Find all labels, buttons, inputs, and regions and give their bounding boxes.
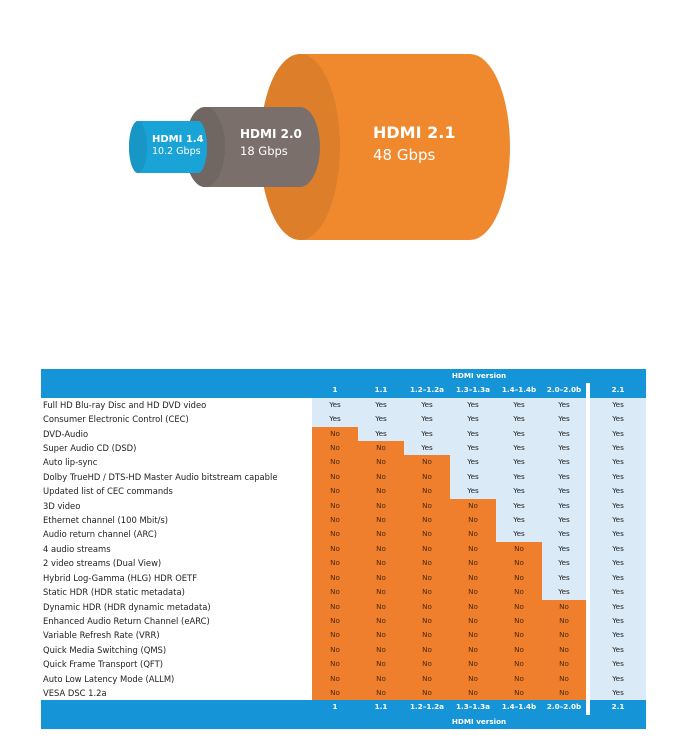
table-row bbox=[41, 470, 646, 484]
cell-no: No bbox=[496, 672, 542, 686]
cell-yes: Yes bbox=[542, 398, 588, 412]
cell-no: No bbox=[358, 470, 404, 484]
feature-name: Ethernet channel (100 Mbit/s) bbox=[43, 515, 169, 526]
table-row bbox=[41, 571, 646, 585]
cell-no: No bbox=[358, 556, 404, 570]
cell-yes: Yes bbox=[542, 470, 588, 484]
header-version-6: 2.1 bbox=[588, 383, 646, 397]
table-row bbox=[41, 556, 646, 570]
cell-no: No bbox=[542, 657, 588, 671]
footer-version-2: 1.2–1.2a bbox=[404, 700, 450, 714]
cell-yes: Yes bbox=[404, 412, 450, 426]
cell-no: No bbox=[450, 542, 496, 556]
cell-yes: Yes bbox=[496, 412, 542, 426]
cell-no: No bbox=[404, 499, 450, 513]
feature-name: 3D video bbox=[43, 500, 81, 511]
cell-no: No bbox=[496, 614, 542, 628]
footer-version-row bbox=[41, 700, 646, 714]
cell-no: No bbox=[542, 628, 588, 642]
cell-no: No bbox=[404, 571, 450, 585]
feature-name: Enhanced Audio Return Channel (eARC) bbox=[43, 615, 210, 626]
table-row bbox=[41, 643, 646, 657]
header-version-4: 1.4–1.4b bbox=[496, 383, 542, 397]
cell-yes: Yes bbox=[450, 398, 496, 412]
table-row bbox=[41, 542, 646, 556]
feature-name: Dolby TrueHD / DTS-HD Master Audio bitstream capable bbox=[43, 471, 278, 482]
cell-no: No bbox=[404, 628, 450, 642]
cell-no: No bbox=[542, 600, 588, 614]
table-row bbox=[41, 455, 646, 469]
feature-name: DVD-Audio bbox=[43, 428, 89, 439]
cell-no: No bbox=[404, 484, 450, 498]
cell-yes: Yes bbox=[588, 484, 646, 498]
footer-version-5: 2.0–2.0b bbox=[542, 700, 588, 714]
footer-version-6: 2.1 bbox=[588, 700, 646, 714]
cell-no: No bbox=[404, 585, 450, 599]
feature-name: Consumer Electronic Control (CEC) bbox=[43, 414, 189, 425]
cell-no: No bbox=[312, 556, 358, 570]
cell-no: No bbox=[358, 499, 404, 513]
cell-no: No bbox=[312, 571, 358, 585]
header-version-3: 1.3–1.3a bbox=[450, 383, 496, 397]
cell-yes: Yes bbox=[588, 441, 646, 455]
header-version-5: 2.0–2.0b bbox=[542, 383, 588, 397]
cell-yes: Yes bbox=[588, 614, 646, 628]
header-version-0: 1 bbox=[312, 383, 358, 397]
cell-yes: Yes bbox=[496, 470, 542, 484]
cell-no: No bbox=[496, 686, 542, 700]
cell-no: No bbox=[358, 484, 404, 498]
footer-version-1: 1.1 bbox=[358, 700, 404, 714]
table-row bbox=[41, 398, 646, 412]
feature-name: Hybrid Log-Gamma (HLG) HDR OETF bbox=[43, 572, 198, 583]
table-row bbox=[41, 484, 646, 498]
cell-no: No bbox=[404, 600, 450, 614]
cell-yes: Yes bbox=[542, 527, 588, 541]
cell-yes: Yes bbox=[542, 427, 588, 441]
cell-yes: Yes bbox=[588, 499, 646, 513]
cell-no: No bbox=[450, 571, 496, 585]
cell-yes: Yes bbox=[542, 412, 588, 426]
header-title: HDMI version bbox=[312, 369, 646, 383]
cell-yes: Yes bbox=[404, 441, 450, 455]
cell-no: No bbox=[496, 643, 542, 657]
hdmi-2-1-speed: 48 Gbps bbox=[373, 146, 436, 164]
cell-yes: Yes bbox=[588, 455, 646, 469]
table-row bbox=[41, 657, 646, 671]
table-row bbox=[41, 585, 646, 599]
feature-name: Super Audio CD (DSD) bbox=[43, 443, 137, 454]
cell-yes: Yes bbox=[312, 398, 358, 412]
cell-no: No bbox=[542, 643, 588, 657]
cell-no: No bbox=[404, 542, 450, 556]
table-row bbox=[41, 427, 646, 441]
cell-yes: Yes bbox=[496, 427, 542, 441]
cell-no: No bbox=[358, 643, 404, 657]
cell-no: No bbox=[450, 527, 496, 541]
cell-yes: Yes bbox=[588, 556, 646, 570]
cell-no: No bbox=[312, 585, 358, 599]
cell-yes: Yes bbox=[496, 527, 542, 541]
cell-no: No bbox=[404, 657, 450, 671]
cell-no: No bbox=[496, 556, 542, 570]
feature-name: Variable Refresh Rate (VRR) bbox=[43, 630, 160, 641]
feature-name: Quick Media Switching (QMS) bbox=[43, 644, 167, 655]
cell-yes: Yes bbox=[312, 412, 358, 426]
cell-no: No bbox=[450, 686, 496, 700]
hdmi-2-0-label: HDMI 2.0 bbox=[240, 127, 302, 141]
cell-yes: Yes bbox=[450, 441, 496, 455]
feature-name: Quick Frame Transport (QFT) bbox=[43, 659, 163, 670]
table-header bbox=[41, 369, 646, 398]
cell-yes: Yes bbox=[496, 513, 542, 527]
table-row bbox=[41, 686, 646, 700]
cell-yes: Yes bbox=[404, 427, 450, 441]
cell-no: No bbox=[312, 542, 358, 556]
header-blank bbox=[41, 383, 312, 397]
cell-yes: Yes bbox=[588, 672, 646, 686]
cell-no: No bbox=[496, 657, 542, 671]
hdmi-1-4-speed: 10.2 Gbps bbox=[152, 146, 201, 157]
table-row bbox=[41, 499, 646, 513]
cell-no: No bbox=[404, 513, 450, 527]
hdmi-2-0-speed: 18 Gbps bbox=[240, 144, 288, 158]
cell-yes: Yes bbox=[542, 585, 588, 599]
cell-no: No bbox=[312, 657, 358, 671]
header-version-2: 1.2–1.2a bbox=[404, 383, 450, 397]
cell-no: No bbox=[496, 542, 542, 556]
cell-no: No bbox=[312, 600, 358, 614]
footer-version-4: 1.4–1.4b bbox=[496, 700, 542, 714]
cell-yes: Yes bbox=[542, 441, 588, 455]
cell-no: No bbox=[450, 556, 496, 570]
cell-yes: Yes bbox=[496, 499, 542, 513]
cell-no: No bbox=[450, 657, 496, 671]
cell-no: No bbox=[450, 628, 496, 642]
table-row bbox=[41, 527, 646, 541]
cell-no: No bbox=[404, 643, 450, 657]
cell-no: No bbox=[312, 527, 358, 541]
cell-yes: Yes bbox=[496, 441, 542, 455]
feature-name: 2 video streams (Dual View) bbox=[43, 558, 162, 569]
cell-no: No bbox=[450, 614, 496, 628]
cell-no: No bbox=[312, 672, 358, 686]
footer-title: HDMI version bbox=[312, 715, 646, 729]
cell-yes: Yes bbox=[542, 499, 588, 513]
feature-name: Full HD Blu-ray Disc and HD DVD video bbox=[43, 399, 207, 410]
cell-yes: Yes bbox=[588, 657, 646, 671]
cell-no: No bbox=[450, 585, 496, 599]
cell-yes: Yes bbox=[588, 585, 646, 599]
cell-no: No bbox=[312, 643, 358, 657]
footer-version-0: 1 bbox=[312, 700, 358, 714]
cell-no: No bbox=[404, 686, 450, 700]
cell-yes: Yes bbox=[588, 628, 646, 642]
feature-name: Auto lip-sync bbox=[43, 457, 98, 468]
feature-name: VESA DSC 1.2a bbox=[43, 687, 107, 698]
cell-yes: Yes bbox=[588, 412, 646, 426]
hdmi-1-4-cylinder-face bbox=[129, 121, 147, 173]
cell-no: No bbox=[312, 499, 358, 513]
footer-version-3: 1.3–1.3a bbox=[450, 700, 496, 714]
cell-no: No bbox=[450, 643, 496, 657]
header-blank bbox=[41, 369, 312, 383]
table-row bbox=[41, 614, 646, 628]
cell-no: No bbox=[312, 628, 358, 642]
cell-no: No bbox=[542, 672, 588, 686]
cell-yes: Yes bbox=[542, 542, 588, 556]
table-row bbox=[41, 513, 646, 527]
cell-yes: Yes bbox=[358, 398, 404, 412]
cell-yes: Yes bbox=[588, 542, 646, 556]
cell-yes: Yes bbox=[588, 470, 646, 484]
cell-no: No bbox=[358, 600, 404, 614]
footer-blank bbox=[41, 700, 312, 714]
hdmi-1-4-label: HDMI 1.4 bbox=[152, 134, 204, 145]
cell-no: No bbox=[496, 571, 542, 585]
cell-no: No bbox=[312, 427, 358, 441]
cell-yes: Yes bbox=[588, 513, 646, 527]
table-row bbox=[41, 628, 646, 642]
cell-yes: Yes bbox=[542, 484, 588, 498]
cell-no: No bbox=[358, 527, 404, 541]
cell-yes: Yes bbox=[358, 412, 404, 426]
cell-no: No bbox=[496, 585, 542, 599]
cell-no: No bbox=[312, 455, 358, 469]
cell-no: No bbox=[542, 686, 588, 700]
feature-name: Static HDR (HDR static metadata) bbox=[43, 587, 185, 598]
cell-no: No bbox=[404, 672, 450, 686]
cell-yes: Yes bbox=[450, 470, 496, 484]
cell-yes: Yes bbox=[542, 571, 588, 585]
cell-yes: Yes bbox=[588, 571, 646, 585]
cell-yes: Yes bbox=[496, 455, 542, 469]
cell-no: No bbox=[542, 614, 588, 628]
cell-no: No bbox=[358, 542, 404, 556]
cell-no: No bbox=[450, 499, 496, 513]
cell-no: No bbox=[312, 686, 358, 700]
cell-yes: Yes bbox=[450, 412, 496, 426]
cell-yes: Yes bbox=[588, 527, 646, 541]
cell-no: No bbox=[404, 614, 450, 628]
feature-name: Dynamic HDR (HDR dynamic metadata) bbox=[43, 601, 211, 612]
cell-yes: Yes bbox=[588, 427, 646, 441]
feature-name: 4 audio streams bbox=[43, 543, 111, 554]
cell-yes: Yes bbox=[358, 427, 404, 441]
cell-yes: Yes bbox=[404, 398, 450, 412]
cell-no: No bbox=[450, 600, 496, 614]
cell-no: No bbox=[312, 441, 358, 455]
table-footer bbox=[41, 700, 646, 729]
cell-yes: Yes bbox=[588, 643, 646, 657]
cell-no: No bbox=[358, 686, 404, 700]
cell-yes: Yes bbox=[450, 455, 496, 469]
cell-no: No bbox=[404, 527, 450, 541]
header-version-row bbox=[41, 383, 646, 397]
cell-yes: Yes bbox=[542, 455, 588, 469]
footer-blank bbox=[41, 715, 312, 729]
cell-yes: Yes bbox=[588, 398, 646, 412]
hdmi-bandwidth-graphic bbox=[0, 0, 695, 300]
cell-no: No bbox=[312, 484, 358, 498]
cell-no: No bbox=[312, 513, 358, 527]
cell-no: No bbox=[358, 585, 404, 599]
cell-yes: Yes bbox=[450, 484, 496, 498]
cell-no: No bbox=[358, 628, 404, 642]
cell-yes: Yes bbox=[450, 427, 496, 441]
cell-yes: Yes bbox=[542, 556, 588, 570]
cell-no: No bbox=[404, 556, 450, 570]
table-row bbox=[41, 441, 646, 455]
cell-no: No bbox=[358, 441, 404, 455]
cell-no: No bbox=[450, 513, 496, 527]
cell-no: No bbox=[404, 470, 450, 484]
cell-no: No bbox=[358, 513, 404, 527]
cell-no: No bbox=[496, 600, 542, 614]
cell-no: No bbox=[496, 628, 542, 642]
cell-yes: Yes bbox=[496, 398, 542, 412]
table-body bbox=[41, 398, 646, 701]
cell-no: No bbox=[404, 455, 450, 469]
table-row bbox=[41, 600, 646, 614]
hdmi-2-1-label: HDMI 2.1 bbox=[373, 123, 456, 142]
cell-yes: Yes bbox=[496, 484, 542, 498]
hdmi-feature-table bbox=[41, 369, 646, 729]
feature-name: Audio return channel (ARC) bbox=[43, 529, 158, 540]
cell-no: No bbox=[358, 657, 404, 671]
cell-yes: Yes bbox=[542, 513, 588, 527]
cell-no: No bbox=[312, 614, 358, 628]
cell-yes: Yes bbox=[588, 600, 646, 614]
table-row bbox=[41, 672, 646, 686]
cell-no: No bbox=[358, 455, 404, 469]
cell-yes: Yes bbox=[588, 686, 646, 700]
cell-no: No bbox=[358, 614, 404, 628]
cell-no: No bbox=[358, 571, 404, 585]
cell-no: No bbox=[450, 672, 496, 686]
table-row bbox=[41, 412, 646, 426]
feature-name: Updated list of CEC commands bbox=[43, 486, 173, 497]
header-version-1: 1.1 bbox=[358, 383, 404, 397]
cell-no: No bbox=[312, 470, 358, 484]
cell-no: No bbox=[358, 672, 404, 686]
feature-name: Auto Low Latency Mode (ALLM) bbox=[43, 673, 175, 684]
